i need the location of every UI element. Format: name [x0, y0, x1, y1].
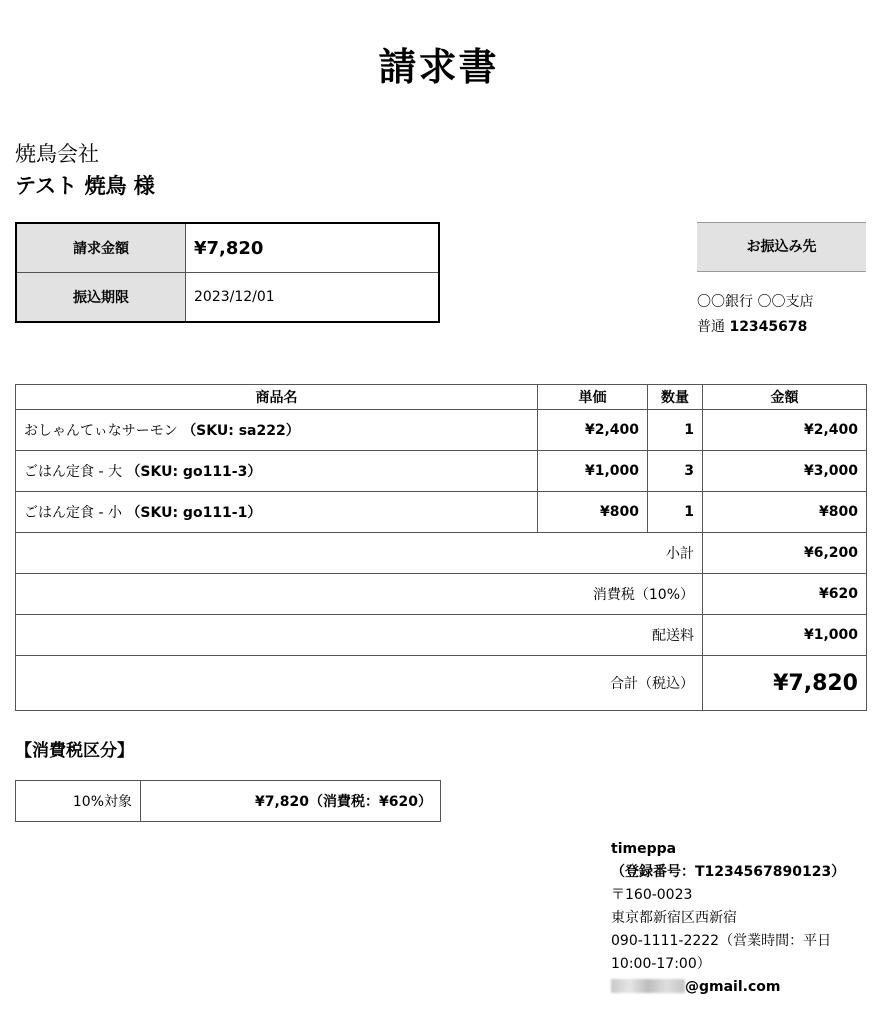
subtotal-value: ¥6,200	[703, 533, 867, 574]
deadline-value: 2023/12/01	[186, 273, 440, 323]
amount-value: ¥7,820	[186, 223, 440, 273]
tax-breakdown-heading: 【消費税区分】	[15, 741, 134, 761]
issuer-email-domain: @gmail.com	[685, 979, 781, 995]
tax-breakdown-table	[15, 780, 441, 822]
amount-label: 請求金額	[16, 223, 186, 273]
item-sku: （SKU: go111-3）	[126, 464, 262, 480]
tax-label: 消費税（10%）	[16, 574, 703, 615]
bank-branch: 〇〇銀行 〇〇支店	[697, 294, 814, 310]
items-table	[15, 384, 867, 711]
grand-total-label: 合計（税込）	[16, 656, 703, 711]
tax-value: ¥620	[703, 574, 867, 615]
item-qty: 1	[648, 410, 703, 451]
item-unit-price: ¥2,400	[538, 410, 648, 451]
table-row	[16, 781, 441, 822]
subtotal-row	[16, 533, 867, 574]
subtotal-label: 小計	[16, 533, 703, 574]
tax-rate-label: 10%対象	[16, 781, 141, 822]
item-sku: （SKU: sa222）	[182, 423, 300, 439]
shipping-row	[16, 615, 867, 656]
item-amount: ¥3,000	[703, 451, 867, 492]
item-name-text: ごはん定食 - 大	[24, 464, 122, 480]
item-name-text: ごはん定食 - 小	[24, 505, 122, 521]
shipping-label: 配送料	[16, 615, 703, 656]
bank-account	[697, 316, 807, 336]
issuer-address: 東京都新宿区西新宿	[611, 910, 737, 926]
item-qty: 3	[648, 451, 703, 492]
shipping-value: ¥1,000	[703, 615, 867, 656]
redacted-email-user	[611, 979, 685, 993]
col-header-amount: 金額	[703, 385, 867, 410]
table-row	[16, 273, 439, 323]
issuer-email	[611, 976, 869, 999]
bank-account-type: 普通	[697, 319, 725, 335]
issuer-info	[611, 838, 869, 999]
table-row	[16, 451, 867, 492]
item-amount: ¥2,400	[703, 410, 867, 451]
issuer-hours: 10:00-17:00）	[611, 956, 711, 972]
item-sku: （SKU: go111-1）	[126, 505, 262, 521]
issuer-phone: 090-1111-2222（営業時間：平日	[611, 933, 832, 949]
recipient-name: テスト 焼鳥 様	[15, 174, 155, 198]
col-header-unit-price: 単価	[538, 385, 648, 410]
issuer-postal: 〒160-0023	[611, 887, 693, 903]
bank-header: お振込み先	[697, 222, 866, 272]
grand-total-row	[16, 656, 867, 711]
item-name	[16, 451, 538, 492]
grand-total-value: ¥7,820	[703, 656, 867, 711]
bank-account-number: 12345678	[729, 319, 808, 335]
item-name	[16, 492, 538, 533]
recipient-company: 焼鳥会社	[15, 142, 99, 166]
item-amount: ¥800	[703, 492, 867, 533]
document-title: 請求書	[378, 45, 499, 89]
item-unit-price: ¥800	[538, 492, 648, 533]
invoice-summary-table	[15, 222, 440, 323]
item-unit-price: ¥1,000	[538, 451, 648, 492]
deadline-label: 振込期限	[16, 273, 186, 323]
issuer-registration: （登録番号：T1234567890123）	[611, 864, 846, 880]
item-name	[16, 410, 538, 451]
table-row	[16, 492, 867, 533]
col-header-name: 商品名	[16, 385, 538, 410]
items-header-row	[16, 385, 867, 410]
tax-row	[16, 574, 867, 615]
table-row	[16, 410, 867, 451]
tax-rate-value: ¥7,820（消費税：¥620）	[141, 781, 441, 822]
col-header-qty: 数量	[648, 385, 703, 410]
item-name-text: おしゃんてぃなサーモン	[24, 423, 178, 439]
issuer-name: timeppa	[611, 841, 677, 857]
item-qty: 1	[648, 492, 703, 533]
table-row	[16, 223, 439, 273]
